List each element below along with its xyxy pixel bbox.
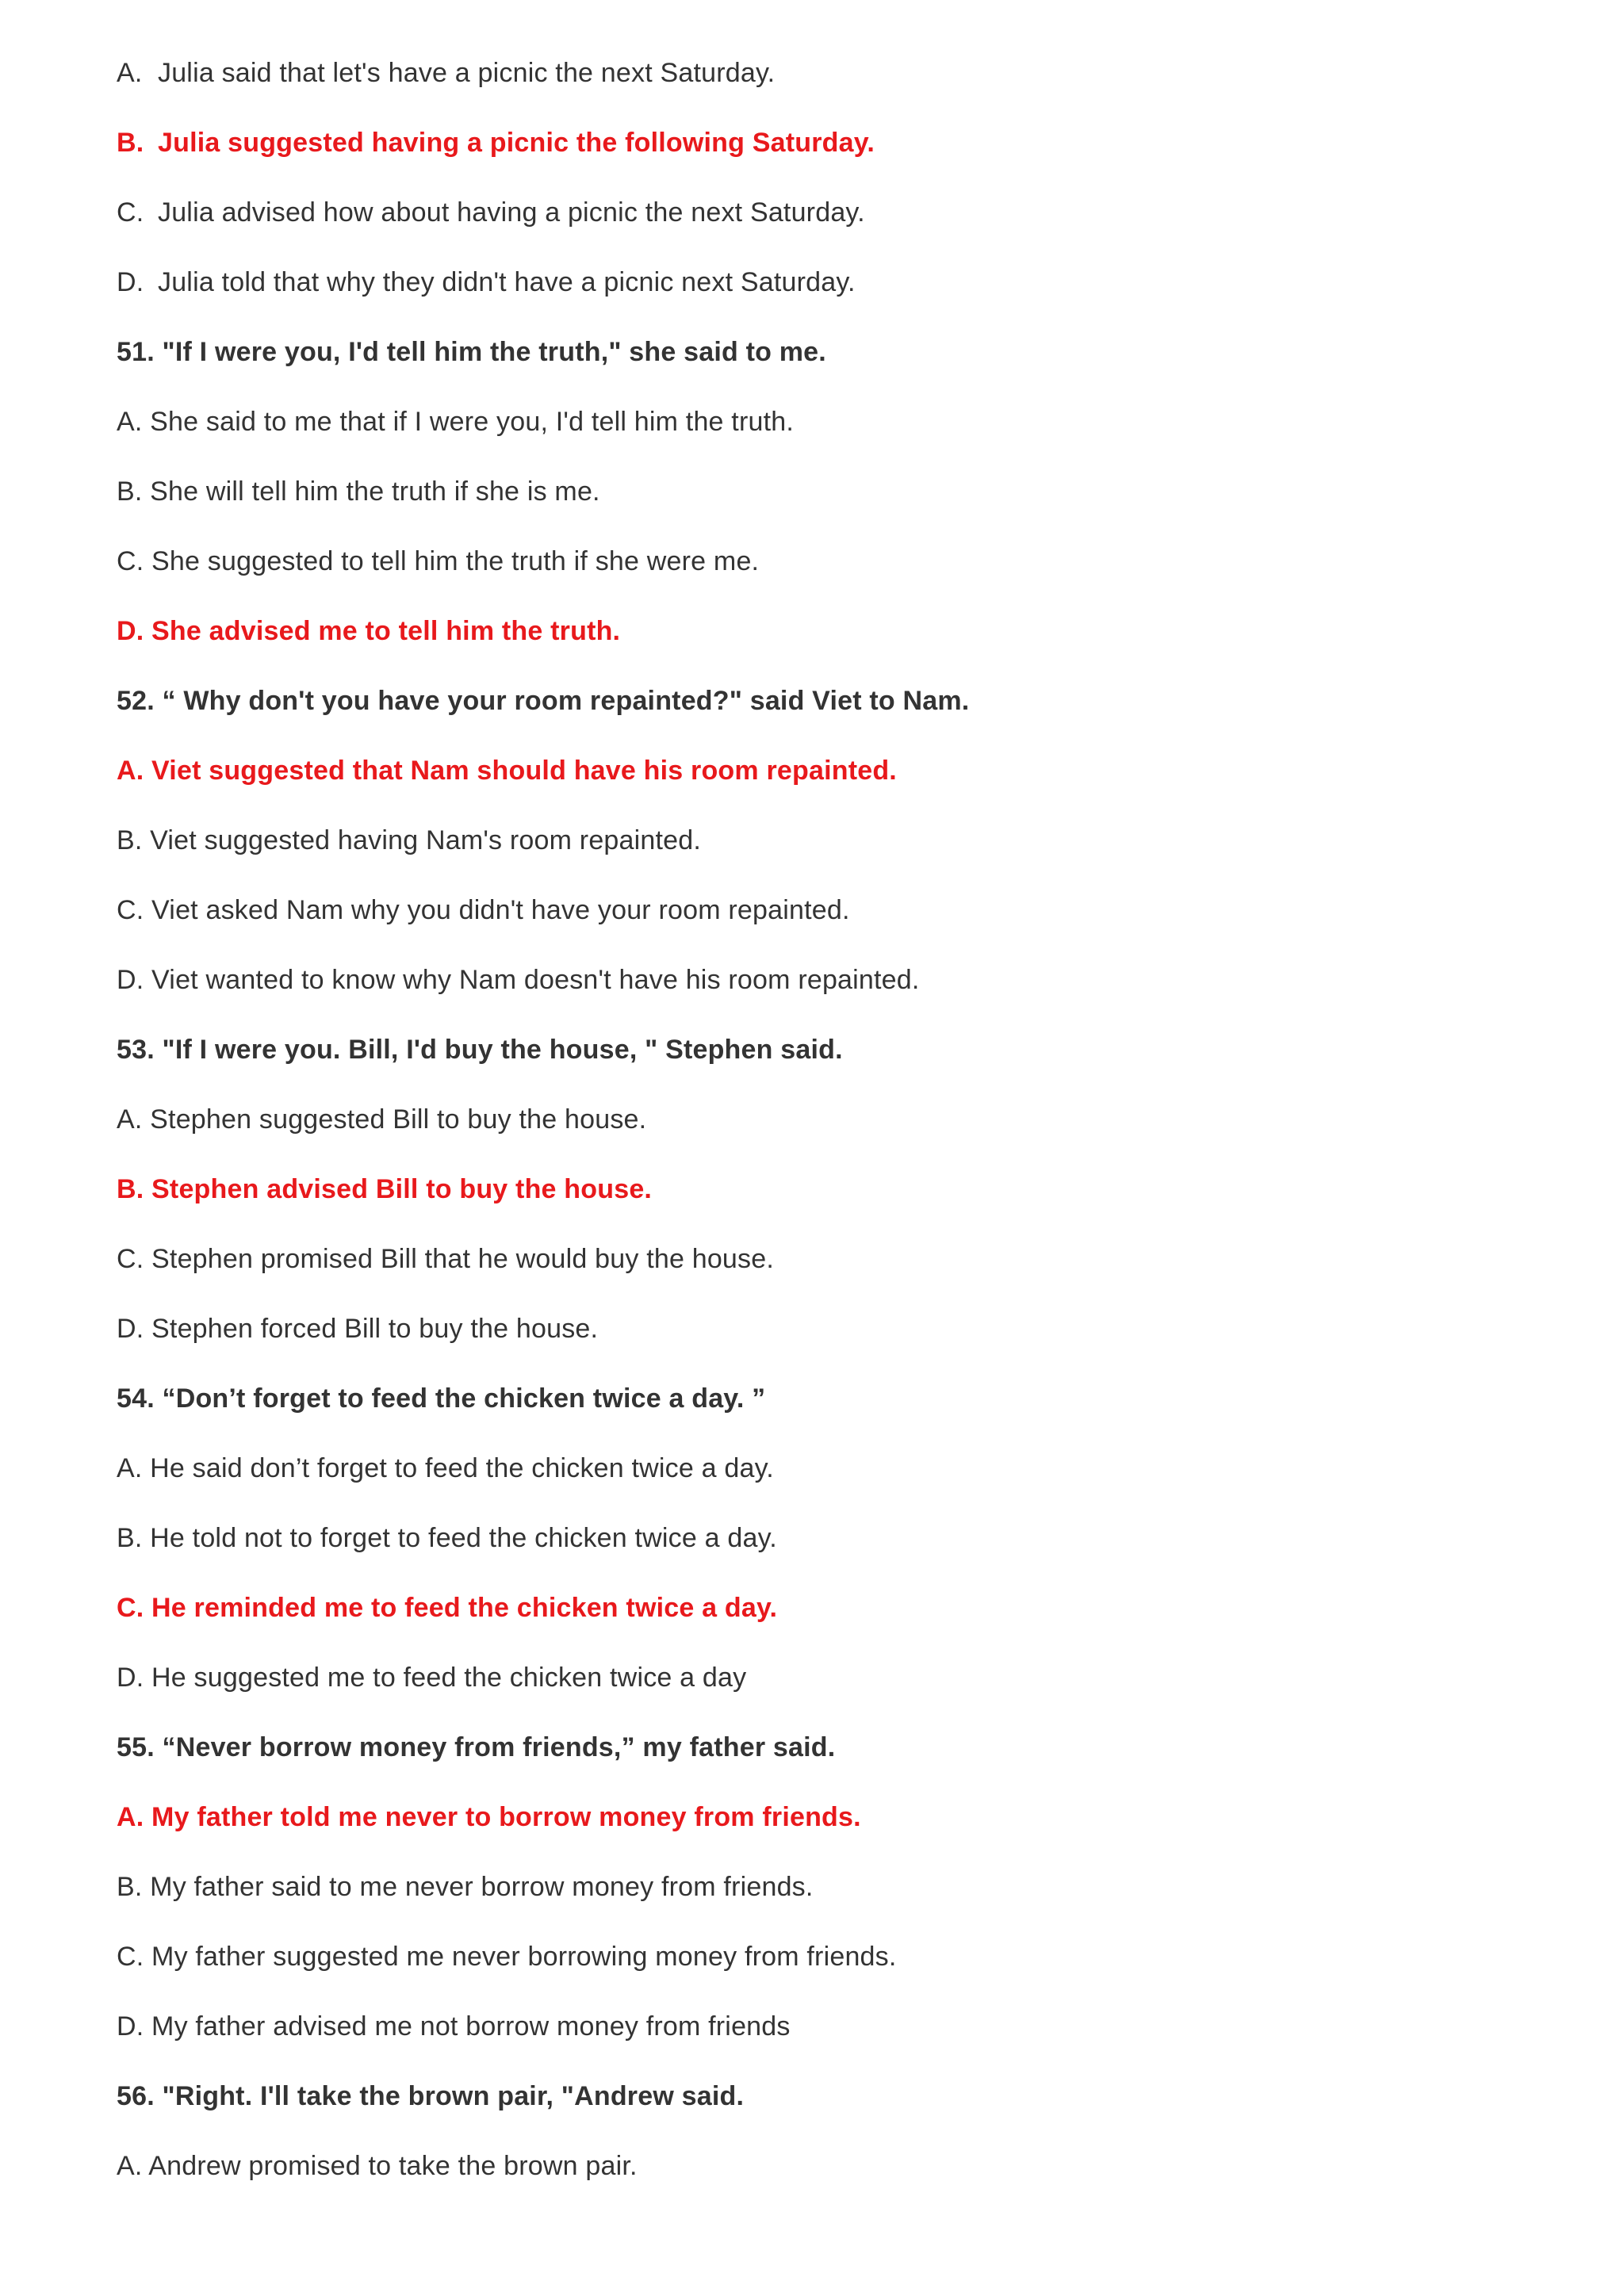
answer-option	[117, 1514, 1512, 1584]
option-letter: A.	[117, 58, 143, 88]
line-text: D. Stephen forced Bill to buy the house.	[117, 1314, 599, 1344]
line-text: A. She said to me that if I were you, I'd tell him the truth.	[117, 407, 794, 437]
line-text: Julia suggested having a picnic the following Saturday.	[158, 128, 875, 158]
answer-option	[117, 886, 1512, 956]
correct-answer-option	[117, 1793, 1512, 1863]
line-text: 56. "Right. I'll take the brown pair, "Andrew said.	[117, 2081, 745, 2111]
answer-option	[117, 2003, 1512, 2072]
question-text	[117, 328, 1512, 398]
question-text	[117, 1026, 1512, 1096]
line-text: D. She advised me to tell him the truth.	[117, 616, 621, 646]
line-text: A. My father told me never to borrow money from friends.	[117, 1802, 861, 1832]
line-text: D. Viet wanted to know why Nam doesn't have his room repainted.	[117, 965, 920, 995]
option-letter: C.	[117, 197, 144, 228]
correct-answer-option	[117, 1165, 1512, 1235]
option-letter: B.	[117, 128, 144, 158]
correct-answer-option	[117, 1584, 1512, 1654]
question-text	[117, 2072, 1512, 2142]
answer-option	[117, 817, 1512, 886]
answer-option	[117, 1096, 1512, 1165]
answer-option	[117, 189, 1512, 258]
answer-option	[117, 1445, 1512, 1514]
line-text: A. Stephen suggested Bill to buy the house.	[117, 1104, 647, 1135]
line-text: D. He suggested me to feed the chicken twice a day	[117, 1663, 747, 1693]
line-text: B. My father said to me never borrow money from friends.	[117, 1872, 814, 1902]
question-text	[117, 1375, 1512, 1445]
answer-option	[117, 2142, 1512, 2212]
line-text: 52. “ Why don't you have your room repainted?" said Viet to Nam.	[117, 686, 970, 716]
line-text: A. He said don’t forget to feed the chicken twice a day.	[117, 1453, 774, 1483]
question-text	[117, 1724, 1512, 1793]
line-text: Julia advised how about having a picnic the next Saturday.	[158, 197, 865, 228]
answer-option	[117, 956, 1512, 1026]
line-text: D. My father advised me not borrow money from friends	[117, 2011, 791, 2042]
correct-answer-option	[117, 747, 1512, 817]
line-text: B. Viet suggested having Nam's room repainted.	[117, 825, 702, 855]
line-text: C. Viet asked Nam why you didn't have your room repainted.	[117, 895, 850, 925]
line-text: C. Stephen promised Bill that he would buy the house.	[117, 1244, 774, 1274]
line-text: B. She will tell him the truth if she is me.	[117, 476, 600, 507]
answer-option	[117, 49, 1512, 119]
answer-option	[117, 398, 1512, 468]
line-text: B. He told not to forget to feed the chicken twice a day.	[117, 1523, 777, 1553]
document-page	[117, 49, 1512, 2212]
correct-answer-option	[117, 607, 1512, 677]
line-text: 51. "If I were you, I'd tell him the truth," she said to me.	[117, 337, 826, 367]
answer-option	[117, 1235, 1512, 1305]
line-text: Julia told that why they didn't have a picnic next Saturday.	[158, 267, 856, 297]
answer-option	[117, 468, 1512, 538]
answer-option	[117, 1863, 1512, 1933]
line-text: 55. “Never borrow money from friends,” my father said.	[117, 1732, 836, 1762]
answer-option	[117, 538, 1512, 607]
line-text: C. She suggested to tell him the truth if she were me.	[117, 546, 760, 576]
option-letter: D.	[117, 267, 144, 297]
answer-option	[117, 1305, 1512, 1375]
line-text: Julia said that let's have a picnic the next Saturday.	[158, 58, 776, 88]
line-text: A. Viet suggested that Nam should have his room repainted.	[117, 756, 897, 786]
question-text	[117, 677, 1512, 747]
answer-option	[117, 1654, 1512, 1724]
line-text: B. Stephen advised Bill to buy the house.	[117, 1174, 653, 1204]
line-text: C. My father suggested me never borrowing money from friends.	[117, 1942, 897, 1972]
line-text: C. He reminded me to feed the chicken twice a day.	[117, 1593, 778, 1623]
line-text: 54. “Don’t forget to feed the chicken twice a day. ”	[117, 1383, 766, 1414]
answer-option	[117, 1933, 1512, 2003]
line-text: 53. "If I were you. Bill, I'd buy the house, " Stephen said.	[117, 1035, 843, 1065]
line-text: A. Andrew promised to take the brown pair.	[117, 2151, 638, 2181]
correct-answer-option	[117, 119, 1512, 189]
answer-option	[117, 258, 1512, 328]
